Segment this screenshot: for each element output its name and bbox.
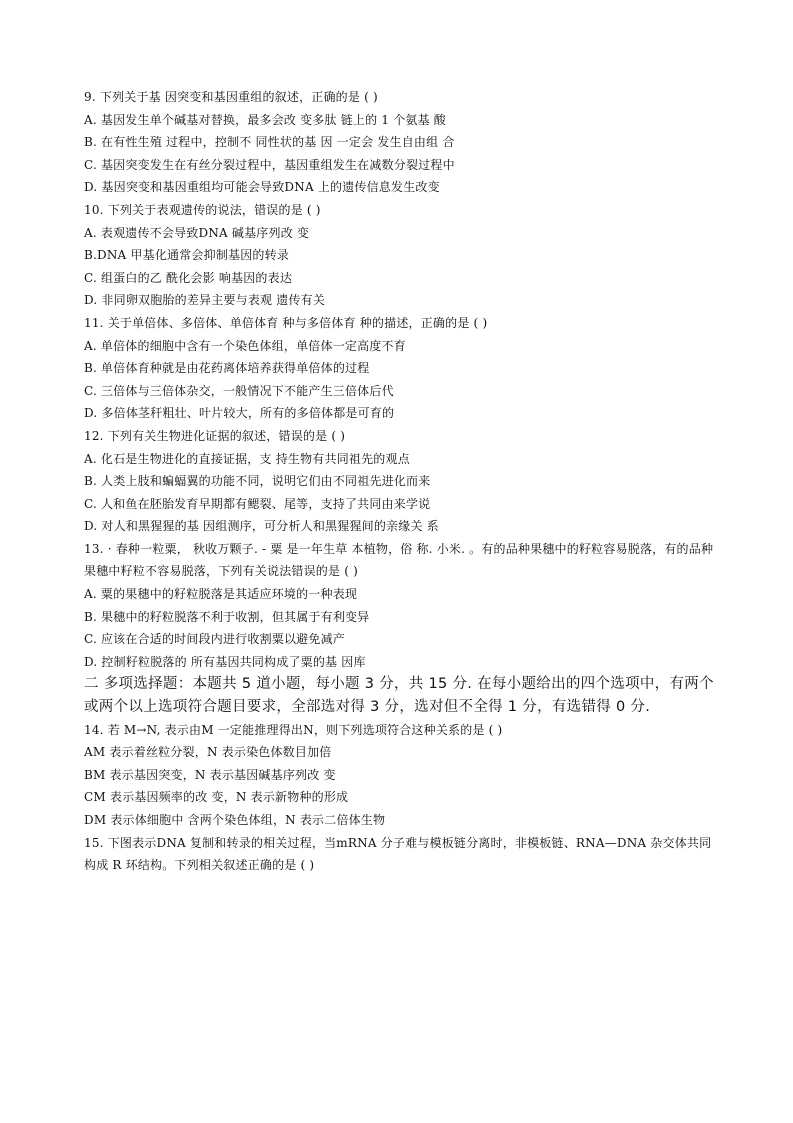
question-12 [84, 425, 716, 538]
question-stem: 12. 下列有关生物进化证据的叙述，错误的是 ( ) [84, 428, 346, 443]
question-stem: 15. 下图表示DNA 复制和转录的相关过程，当mRNA 分子难与模板链分离时，非模板链、RNA—DNA 杂交体共同构成 R 环结构。下列相关叙述正确的是 ( ) [84, 835, 712, 873]
option-a: A. 化石是生物进化的直接证据，支 持生物有共同祖先的观点 [84, 451, 410, 466]
question-stem: 9. 下列关于基 因突变和基因重组的叙述，正确的是 ( ) [84, 90, 378, 104]
section-heading-multiple-choice: 二 多项选择题：本题共 5 道小题，每小题 3 分，共 15 分. 在每小题给出的四个选项中，有两个或两个以上选项符合题目要求，全部选对得 3 分，选对但不全得 1 分，有选错得 0 分. [84, 676, 714, 716]
option-c: C. 组蛋白的乙 酰化会影 响基因的表达 [84, 270, 293, 285]
option-a: A. 基因发生单个碱基对替换，最多会改 变多肽 链上的 1 个氨基 酸 [84, 112, 447, 127]
question-10 [84, 199, 716, 312]
option-b: B. 在有性生殖 过程中，控制不 同性状的基 因 一定会 发生自由组 合 [84, 135, 455, 150]
option-c: CM 表示基因频率的改 变，N 表示新物种的形成 [84, 790, 349, 805]
option-b: B. 人类上肢和蝙蝠翼的功能不同，说明它们由不同祖先进化而来 [84, 474, 431, 489]
option-d: D. 基因突变和基因重组均可能会导致DNA 上的遗传信息发生改变 [84, 180, 440, 195]
option-d: D. 对人和黑猩猩的基 因组测序，可分析人和黑猩猩间的亲缘关 系 [84, 519, 439, 534]
question-15 [84, 832, 716, 877]
question-9 [84, 86, 716, 199]
question-stem: 11. 关于单倍体、多倍体、单倍体育 种与多倍体育 种的描述，正确的是 ( ) [84, 315, 488, 330]
question-14 [84, 719, 716, 832]
question-stem: 10. 下列关于表观遗传的说法，错误的是 ( ) [84, 202, 321, 217]
option-c: C. 基因突变发生在有丝分裂过程中，基因重组发生在减数分裂过程中 [84, 157, 455, 172]
option-d: D. 非同卵双胞胎的差异主要与表观 遗传有关 [84, 293, 326, 308]
option-c: C. 应该在合适的时间段内进行收割粟以避免减产 [84, 632, 345, 647]
option-a: AM 表示着丝粒分裂，N 表示染色体数目加倍 [84, 745, 332, 760]
option-b: B. 单倍体育种就是由花药离体培养获得单倍体的过程 [84, 361, 370, 376]
option-c: C. 三倍体与三倍体杂交，一般情况下不能产生三倍体后代 [84, 383, 394, 398]
option-a: A. 单倍体的细胞中含有一个染色体组，单倍体一定高度不育 [84, 338, 406, 353]
option-b: BM 表示基因突变，N 表示基因碱基序列改 变 [84, 767, 336, 782]
option-b: B. 果穗中的籽粒脱落不利于收割，但其属于有利变异 [84, 609, 370, 624]
question-stem: 13. · 春种一粒粟， 秋收万颗子. - 粟 是一年生草 本植物，俗 称. 小米. 。有的品种果穗中的籽粒容易脱落，有的品种果穗中籽粒不容易脱落，下列有关说法错误的是 ( ) [84, 541, 714, 579]
question-13 [84, 538, 716, 674]
question-stem: 14. 若 M→N, 表示由M 一定能推理得出N，则下列选项符合这种关系的是 ( ) [84, 722, 503, 737]
option-d: D. 多倍体茎秆粗壮、叶片较大，所有的多倍体都是可育的 [84, 406, 395, 421]
option-a: A. 粟的果穗中的籽粒脱落是其适应环境的一种表现 [84, 587, 358, 602]
document-page [84, 86, 716, 877]
question-11 [84, 312, 716, 425]
option-d: D. 控制籽粒脱落的 所有基因共同构成了粟的基 因库 [84, 654, 366, 669]
option-b: B.DNA 甲基化通常会抑制基因的转录 [84, 248, 290, 263]
option-d: DM 表示体细胞中 含两个染色体组，N 表示二倍体生物 [84, 813, 386, 827]
option-a: A. 表观遗传不会导致DNA 碱基序列改 变 [84, 225, 310, 240]
option-c: C. 人和鱼在胚胎发育早期都有鳃裂、尾等，支持了共同由来学说 [84, 496, 431, 511]
